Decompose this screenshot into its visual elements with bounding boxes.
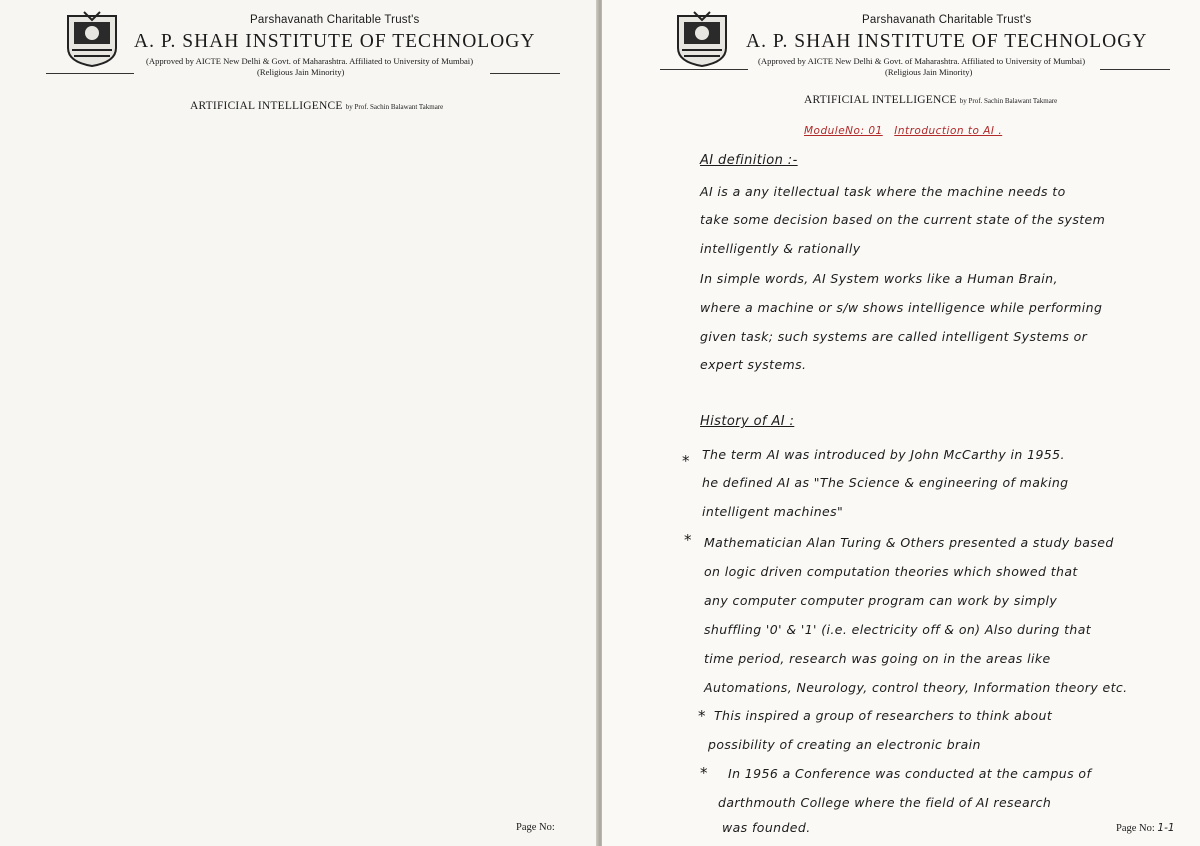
bullet-star: * bbox=[684, 531, 692, 549]
definition-line: where a machine or s/w shows intelligence while performing bbox=[700, 300, 1103, 315]
header-rule-left bbox=[46, 73, 134, 74]
subject-line bbox=[190, 100, 443, 112]
module-heading bbox=[804, 125, 1002, 137]
subject-title: ARTIFICIAL INTELLIGENCE bbox=[190, 100, 343, 112]
page-number bbox=[1116, 822, 1175, 834]
subject-line bbox=[804, 94, 1057, 106]
history-line: darthmouth College where the field of AI research bbox=[718, 795, 1052, 810]
definition-heading: AI definition :- bbox=[700, 153, 798, 168]
header-rule-right bbox=[1100, 69, 1170, 70]
history-heading: History of AI : bbox=[700, 414, 795, 429]
page-number-label: Page No: bbox=[1116, 823, 1155, 834]
minority-text: (Religious Jain Minority) bbox=[885, 67, 973, 77]
page-number-label: Page No: bbox=[516, 822, 555, 833]
module-title: Introduction to AI . bbox=[894, 125, 1003, 137]
definition-line: AI is a any itellectual task where the machine needs to bbox=[700, 184, 1066, 199]
institute-name: A. P. SHAH INSTITUTE OF TECHNOLOGY bbox=[746, 31, 1148, 52]
history-line: any computer computer program can work by simply bbox=[704, 593, 1058, 608]
approval-text: (Approved by AICTE New Delhi & Govt. of Maharashtra. Affiliated to University of Mumbai) bbox=[146, 56, 474, 66]
history-line: shuffling '0' & '1' (i.e. electricity off & on) Also during that bbox=[704, 622, 1092, 637]
history-line: intelligent machines" bbox=[702, 504, 844, 519]
subject-title: ARTIFICIAL INTELLIGENCE bbox=[804, 94, 957, 106]
history-line: on logic driven computation theories which showed that bbox=[704, 564, 1078, 579]
definition-line: intelligently & rationally bbox=[700, 241, 861, 256]
left-page bbox=[0, 0, 598, 846]
history-line: he defined AI as "The Science & engineering of making bbox=[702, 475, 1069, 490]
approval-text: (Approved by AICTE New Delhi & Govt. of Maharashtra. Affiliated to University of Mumbai) bbox=[758, 56, 1086, 66]
definition-line: expert systems. bbox=[700, 357, 807, 372]
page-number-value: 1-1 bbox=[1157, 822, 1175, 834]
history-line: time period, research was going on in the areas like bbox=[704, 651, 1051, 666]
right-page bbox=[602, 0, 1200, 846]
minority-text: (Religious Jain Minority) bbox=[257, 67, 345, 77]
history-line: was founded. bbox=[722, 820, 811, 835]
definition-line: take some decision based on the current state of the system bbox=[700, 212, 1106, 227]
history-line: Automations, Neurology, control theory, Information theory etc. bbox=[704, 680, 1128, 695]
bullet-star: * bbox=[698, 707, 706, 725]
history-line: Mathematician Alan Turing & Others presented a study based bbox=[704, 535, 1114, 550]
trust-name: Parshavanath Charitable Trust's bbox=[862, 14, 1032, 26]
institute-name: A. P. SHAH INSTITUTE OF TECHNOLOGY bbox=[134, 31, 536, 52]
history-line: The term AI was introduced by John McCarthy in 1955. bbox=[702, 447, 1065, 462]
definition-line: given task; such systems are called intelligent Systems or bbox=[700, 329, 1088, 344]
subject-author: by Prof. Sachin Balawant Takmare bbox=[959, 97, 1058, 105]
institute-logo bbox=[674, 10, 730, 68]
institute-logo bbox=[64, 10, 120, 68]
history-line: In 1956 a Conference was conducted at the campus of bbox=[728, 766, 1092, 781]
definition-line: In simple words, AI System works like a Human Brain, bbox=[700, 271, 1058, 286]
module-number: ModuleNo: 01 bbox=[804, 125, 883, 137]
bullet-star: * bbox=[682, 452, 690, 470]
header-rule-left bbox=[660, 69, 748, 70]
header-rule-right bbox=[490, 73, 560, 74]
history-line: This inspired a group of researchers to think about bbox=[714, 708, 1053, 723]
history-line: possibility of creating an electronic brain bbox=[708, 737, 981, 752]
subject-author: by Prof. Sachin Balawant Takmare bbox=[345, 103, 444, 111]
bullet-star: * bbox=[700, 764, 708, 782]
trust-name: Parshavanath Charitable Trust's bbox=[250, 14, 420, 26]
